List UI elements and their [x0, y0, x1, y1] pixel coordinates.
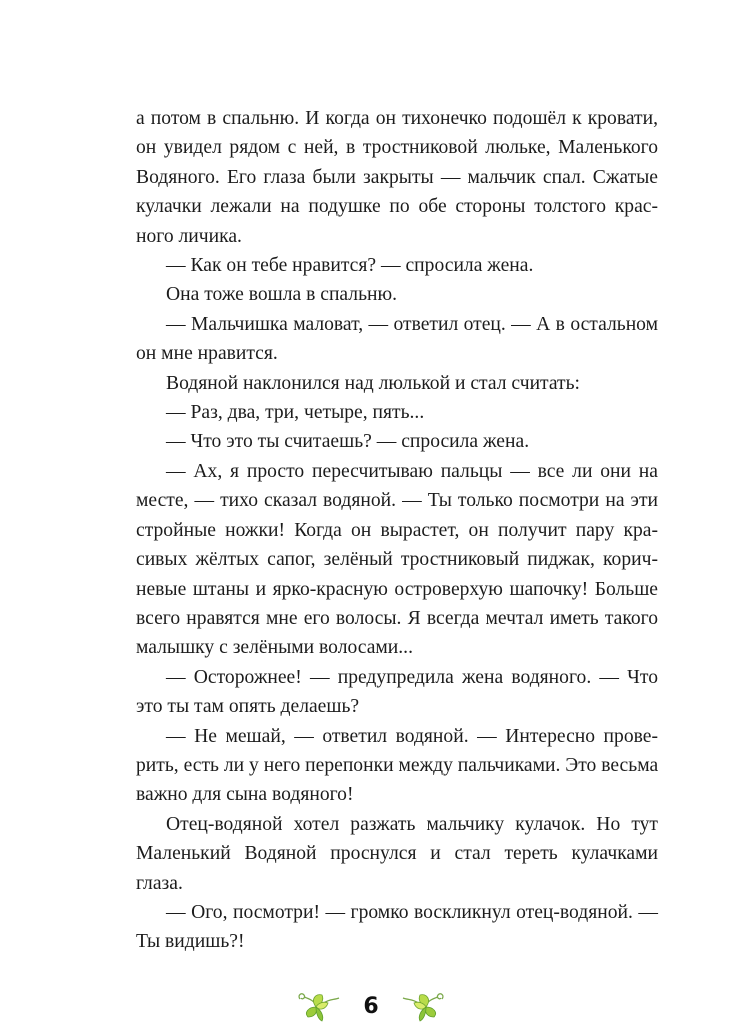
page-number: 6 [363, 994, 379, 1020]
text-line: — Как он тебе нравится? — спросила жена. [166, 255, 534, 277]
text-line: малышку с зелёными волосами... [136, 637, 413, 659]
page-body [136, 104, 658, 957]
text-line: — Мальчишка маловат, — ответил отец. — А в остальном [166, 313, 658, 335]
paragraph [136, 722, 658, 810]
text-line: — Раз, два, три, четыре, пять... [166, 402, 425, 424]
text-line: рить, есть ли у него перепонки между пальчиками. Это весьма [136, 754, 659, 776]
paragraph [136, 898, 658, 957]
text-line: а потом в спальню. И когда он тихонечко подошёл к кровати, [136, 108, 658, 129]
text-line: глаза. [136, 872, 183, 894]
paragraph [136, 457, 658, 663]
text-line: — Не мешай, — ответил водяной. — Интересно прове- [166, 725, 658, 747]
leaf-sprig-right-icon [398, 989, 448, 1025]
paragraph [136, 310, 658, 369]
text-line: всего нравятся мне его волосы. Я всегда мечтал иметь такого [136, 607, 658, 629]
paragraph [136, 369, 658, 398]
text-line: Водяной наклонился над люлькой и стал считать: [166, 372, 580, 394]
text-line: он увидел рядом с ней, в тростниковой люльке, Маленького [136, 137, 658, 159]
text-line: ного личика. [136, 225, 242, 247]
page-footer [0, 987, 742, 1027]
leaf-sprig-left-icon [294, 989, 344, 1025]
paragraph [136, 251, 658, 280]
text-line: месте, — тихо сказал водяной. — Ты только посмотри на эти [136, 490, 658, 512]
text-line: — Ах, я просто пересчитываю пальцы — все ли они на [166, 460, 658, 482]
text-line: Она тоже вошла в спальню. [166, 284, 398, 306]
text-line: это ты там опять делаешь? [136, 696, 360, 718]
paragraph [136, 280, 658, 309]
paragraph [136, 104, 658, 251]
text-line: Маленький Водяной проснулся и стал тереть кулачками [136, 843, 658, 865]
text-line: — Осторожнее! — предупредила жена водяного. — Что [166, 666, 658, 688]
paragraph [136, 810, 658, 898]
text-line: невые штаны и ярко-красную островерхую шапочку! Больше [136, 578, 658, 600]
text-line: стройные ножки! Когда он вырастет, он получит пару кра- [136, 519, 658, 541]
text-line: сивых жёлтых сапог, зелёный тростниковый пиджак, корич- [136, 549, 658, 571]
paragraph [136, 663, 658, 722]
paragraph [136, 427, 658, 456]
text-line: — Ого, посмотри! — громко воскликнул отец-водяной. — [166, 901, 658, 923]
text-line: важно для сына водяного! [136, 784, 354, 806]
paragraph [136, 398, 658, 427]
text-line: он мне нравится. [136, 343, 278, 365]
text-line: — Что это ты считаешь? — спросила жена. [166, 431, 530, 453]
text-line: Отец-водяной хотел разжать мальчику кулачок. Но тут [166, 813, 658, 835]
text-line: Водяного. Его глаза были закрыты — мальчик спал. Сжатые [136, 166, 658, 188]
text-line: Ты видишь?! [136, 931, 245, 953]
text-line: кулачки лежали на подушке по обе стороны толстого крас- [136, 196, 658, 218]
